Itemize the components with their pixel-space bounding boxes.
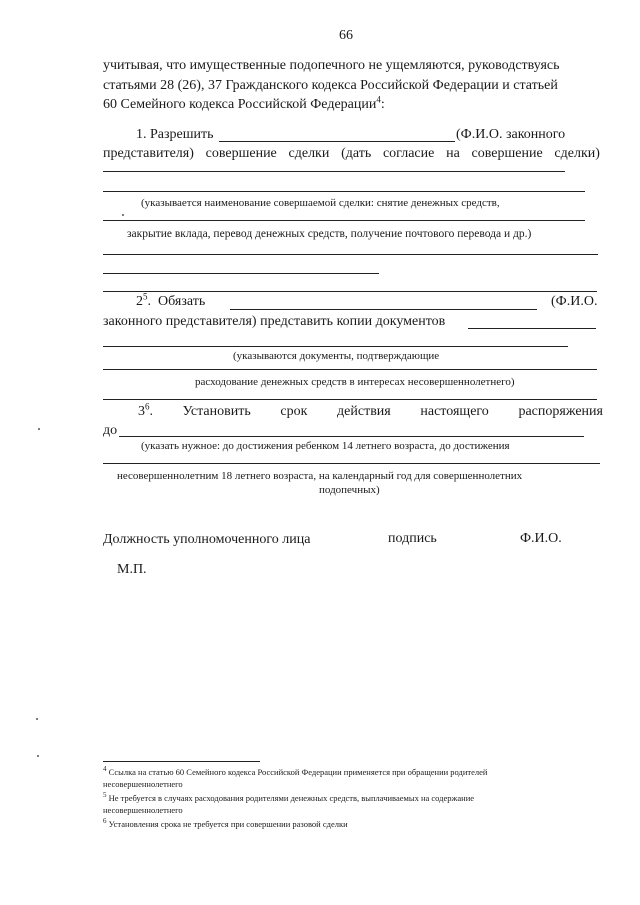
item2-tail: (Ф.И.О.: [551, 294, 598, 309]
seal-label: М.П.: [117, 562, 147, 577]
item1-line-2: представителя) совершение сделки (дать согласие на совершение сделки): [103, 146, 600, 161]
footnote-5-cont: несовершеннолетнего: [103, 805, 183, 815]
item2-blank-line-2: [103, 369, 597, 370]
item3-hint-3: подопечных): [319, 484, 380, 496]
scan-speck: [38, 428, 40, 430]
scan-speck: [37, 755, 39, 757]
item1-blank-line-4: [103, 254, 598, 255]
footnote-4: $^4$ Ссылка на статью 60 Семейного кодекса Российской Федерации применяется при обращении родителей: [103, 765, 488, 777]
item2-docs-line: [468, 328, 596, 329]
item2-name-line: [230, 309, 537, 310]
item1-tail: (Ф.И.О. законного: [456, 127, 566, 142]
footnote-4-cont: несовершеннолетнего: [103, 779, 183, 789]
scan-speck: [122, 214, 124, 216]
footnote-6: $^6$ Установления срока не требуется при совершении разовой сделки: [103, 817, 348, 829]
item1-blank-line-5: [103, 273, 379, 274]
intro-line-1: учитывая, что имущественные подопечного не ущемляются, руководствуясь: [103, 58, 560, 73]
item1-blank-line-2: [103, 191, 585, 192]
intro-line-3: 60 Семейного кодекса Российской Федерации$^4$:: [103, 94, 385, 112]
item1-name-line: [219, 141, 455, 142]
item1-hint-2: закрытие вклада, перевод денежных средств, получение почтового перевода и др.): [127, 228, 532, 240]
item2-blank-line-1: [103, 346, 568, 347]
signature-label: подпись: [388, 531, 437, 546]
name-label: Ф.И.О.: [520, 531, 562, 546]
item3-hint-1: (указать нужное: до достижения ребенком 14 летнего возраста, до достижения: [141, 440, 510, 452]
intro-line-2: статьями 28 (26), 37 Гражданского кодекса Российской Федерации и статьей: [103, 78, 558, 93]
item2-hint-2: расходование денежных средств в интересах несовершеннолетнего): [195, 376, 515, 388]
item2-blank-line-3: [103, 399, 597, 400]
item3-blank-line: [103, 463, 600, 464]
item3-hint-2: несовершеннолетним 18 летнего возраста, на календарный год для совершеннолетних: [117, 470, 523, 482]
item3-prefix: до: [103, 423, 118, 438]
scan-speck: [36, 718, 38, 720]
item1-blank-line-1: [103, 171, 565, 172]
item1-hint-1: (указывается наименование совершаемой сделки: снятие денежных средств,: [141, 197, 500, 209]
item1-blank-line-3: [103, 220, 585, 221]
item2-top-line: [103, 291, 597, 292]
item2-hint-1: (указываются документы, подтверждающие: [233, 350, 440, 362]
page-number: 66: [339, 28, 353, 43]
footnote-separator: [103, 761, 260, 762]
item2-line-2: законного представителя) представить копии документов: [103, 314, 446, 329]
item1-number: 1. Разрешить: [136, 127, 214, 142]
item3-date-line: [119, 436, 584, 437]
footnote-5: $^5$ Не требуется в случаях расходования родителями денежных средств, выплачиваемых на содержание: [103, 791, 475, 803]
item2-number: $2^5$. Обязать: [136, 291, 206, 309]
position-label: Должность уполномоченного лица: [103, 532, 311, 547]
item3-line-1: $3^6$. Установить срок действия настоящего распоряжения: [138, 401, 603, 419]
